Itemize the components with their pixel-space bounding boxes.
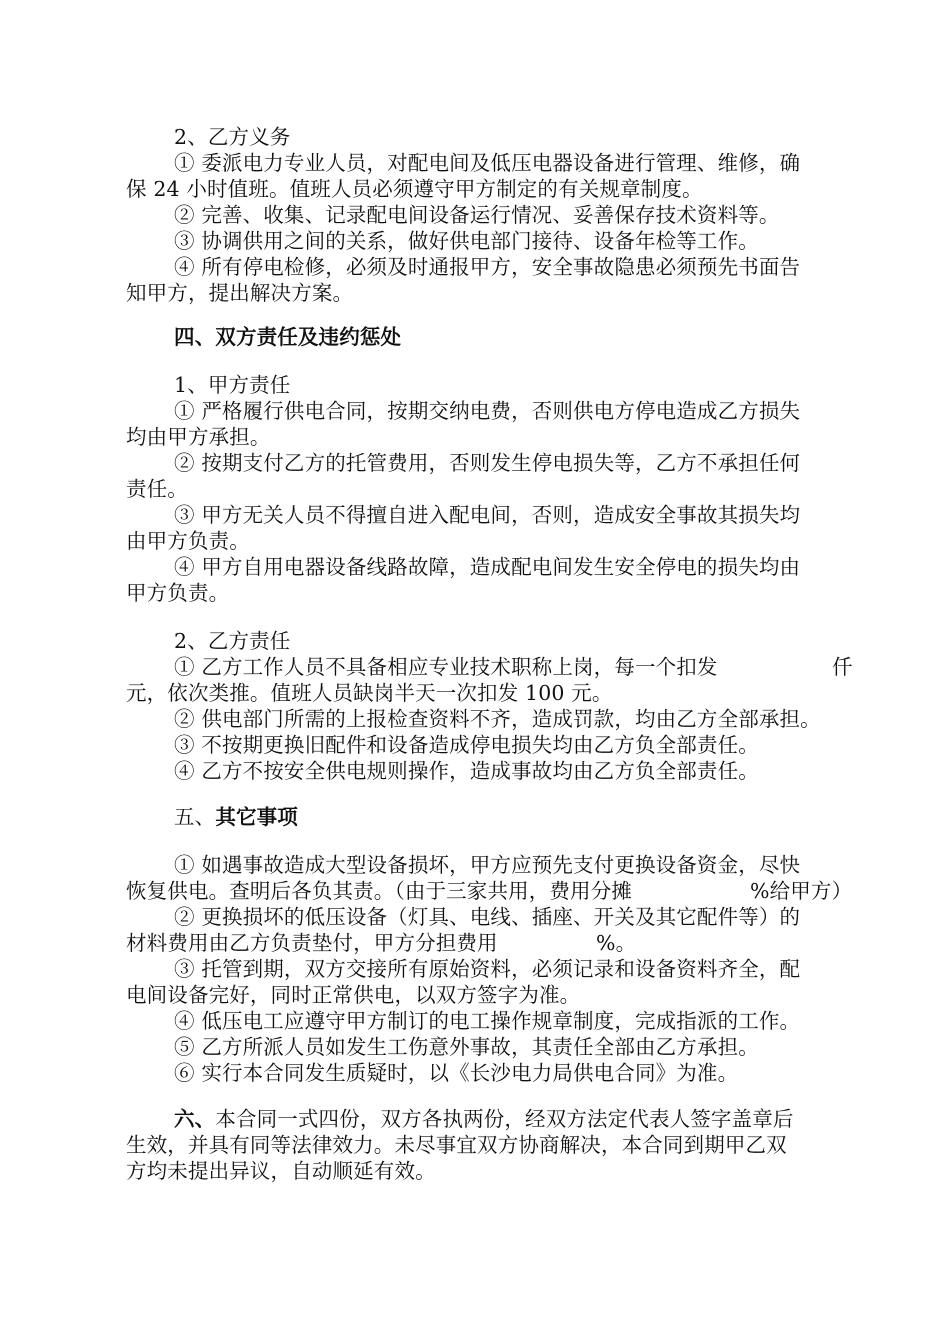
yi-duty-item3: ③ 协调供用之间的关系，做好供电部门接待、设备年检等工作。: [174, 229, 759, 253]
yi-duty-item1-line2: 保 24 小时值班。值班人员必须遵守甲方制定的有关规章制度。: [126, 177, 703, 201]
yi-resp-item1-line1a: ① 乙方工作人员不具备相应专业技术职称上岗，每一个扣发: [174, 655, 718, 679]
jia-item3-line1: ③ 甲方无关人员不得擅自进入配电间，否则，造成安全事故其损失均: [174, 503, 801, 527]
s5-item2-line2a: 材料费用由乙方负责垫付，甲方分担费用: [126, 931, 498, 955]
section5-title: [174, 804, 298, 830]
yi-resp-item4: ④ 乙方不按安全供电规则操作，造成事故均由乙方负全部责任。: [174, 759, 759, 783]
jia-item1-line1: ① 严格履行供电合同，按期交纳电费，否则供电方停电造成乙方损失: [174, 399, 801, 423]
s5-item1-line2a: 恢复供电。查明后各负其责。（由于三家共用，费用分摊: [126, 879, 632, 903]
s6-line1: [174, 1106, 794, 1132]
yi-duty-heading: 2、乙方义务: [174, 125, 291, 149]
yi-resp-item1-line1b: 仟: [832, 655, 853, 679]
s6-line2: 生效，并具有同等法律效力。未尽事宜双方协商解决，本合同到期甲乙双: [126, 1133, 787, 1157]
section4-title: 四、双方责任及违约惩处: [174, 325, 402, 349]
jia-duty-heading: 1、甲方责任: [174, 373, 291, 397]
yi-duty-item2: ② 完善、收集、记录配电间设备运行情况、妥善保存技术资料等。: [174, 203, 780, 227]
jia-item2-line2: 责任。: [126, 477, 188, 501]
jia-item3-line2: 由甲方负责。: [126, 529, 250, 553]
s5-item2-line2b: %。: [596, 931, 637, 955]
s5-item1-line1: ① 如遇事故造成大型设备损坏，甲方应预先支付更换设备资金，尽快: [174, 853, 801, 877]
s5-item1-line2b: %给甲方）: [750, 879, 853, 903]
s5-item2-line1: ② 更换损坏的低压设备（灯具、电线、插座、开关及其它配件等）的: [174, 905, 801, 929]
yi-duty-item4-line1: ④ 所有停电检修，必须及时通报甲方，安全事故隐患必须预先书面告: [174, 255, 801, 279]
jia-item1-line2: 均由甲方承担。: [126, 425, 271, 449]
s5-item6: ⑥ 实行本合同发生质疑时，以《长沙电力局供电合同》为准。: [174, 1061, 739, 1085]
section5-title-num: 五、: [174, 805, 216, 829]
s5-item3-line1: ③ 托管到期，双方交接所有原始资料，必须记录和设备资料齐全，配: [174, 957, 801, 981]
yi-resp-item2: ② 供电部门所需的上报检查资料不齐，造成罚款，均由乙方全部承担。: [174, 707, 821, 731]
s6-line3: 方均未提出异议，自动顺延有效。: [126, 1159, 436, 1183]
yi-duty-item1-line1: ① 委派电力专业人员，对配电间及低压电器设备进行管理、维修，确: [174, 151, 801, 175]
s5-item3-line2: 电间设备完好，同时正常供电，以双方签字为准。: [126, 983, 581, 1007]
section6-title-num: 六、: [174, 1107, 216, 1131]
s6-line1-rest: 本合同一式四份，双方各执两份，经双方法定代表人签字盖章后: [215, 1107, 794, 1131]
yi-resp-item3: ③ 不按期更换旧配件和设备造成停电损失均由乙方负全部责任。: [174, 733, 759, 757]
s5-item4: ④ 低压电工应遵守甲方制订的电工操作规章制度，完成指派的工作。: [174, 1009, 801, 1033]
jia-item4-line2: 甲方负责。: [126, 581, 230, 605]
section5-title-text: 其它事项: [215, 805, 298, 829]
yi-resp-item1-line2: 元，依次类推。值班人员缺岗半天一次扣发 100 元。: [126, 681, 613, 705]
yi-duty-item4-line2: 知甲方，提出解决方案。: [126, 281, 354, 305]
jia-item2-line1: ② 按期支付乙方的托管费用，否则发生停电损失等，乙方不承担任何: [174, 451, 801, 475]
yi-resp-heading: 2、乙方责任: [174, 629, 291, 653]
s5-item5: ⑤ 乙方所派人员如发生工伤意外事故，其责任全部由乙方承担。: [174, 1035, 759, 1059]
jia-item4-line1: ④ 甲方自用电器设备线路故障，造成配电间发生安全停电的损失均由: [174, 555, 801, 579]
